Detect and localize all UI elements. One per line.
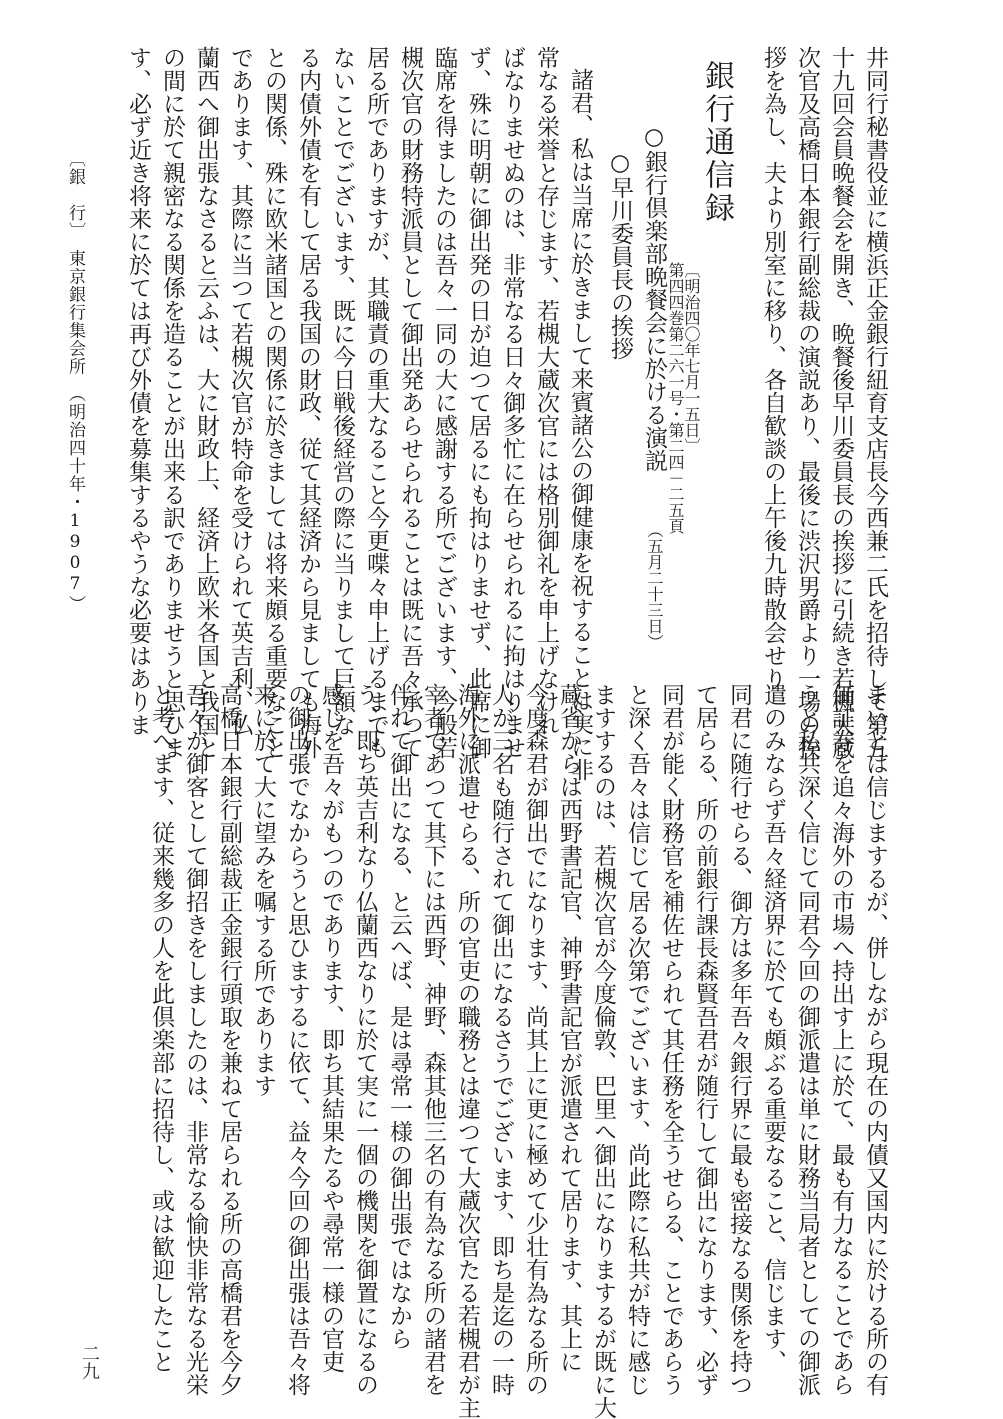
body-line-8: ないことでございます、既に今日戦後経営の際に当りまして巨額な — [329, 46, 355, 736]
lead-line-1: 井同行秘書役並に横浜正金銀行紐育支店長今西兼二氏を招待して第五 — [862, 46, 888, 759]
bottom-line-2: 価証券を追々海外の市場へ持出す上に於て、最も有力なることであら — [828, 683, 854, 1396]
body-line-12: 蘭西へ御出張なさると云ふは、大に財政上、経済上欧米各国と我国と — [193, 46, 219, 759]
running-footer: 〔銀 行〕 東京銀行集会所 （明治四十年・1907） — [65, 150, 85, 613]
body-line-4: ず、殊に明朝に御出発の日が迫つて居るにも拘はりませず、此席に御 — [465, 46, 491, 759]
bottom-line-15: 伴れて御出になる、と云へば、是は尋常一様の御出張ではなから — [386, 683, 412, 1350]
bottom-line-12: 人が三名も随行されて御出になるさうでございます、即ち是迄の一時 — [488, 683, 514, 1396]
body-line-2: 常なる栄誉と存じます、若槻大蔵次官には格別御礼を申上げなけれ — [533, 46, 559, 736]
bottom-line-11: 今度森君が御出でになります、尚其上に更に極めて少壮有為なる所の — [522, 683, 548, 1396]
subheading-speech: ○銀行倶楽部晩餐会に於ける演説 — [641, 124, 667, 472]
body-line-7: 居る所でありますが、其職責の重大なること今更喋々申上げるまでも — [363, 46, 389, 759]
bottom-line-18: の御出張でなからうと思ひまするに依て、益々今回の御出張は吾々将 — [284, 683, 310, 1396]
body-line-5: 臨席を得ましたのは吾々一同の大に感謝する所でございます、今般若 — [431, 46, 457, 759]
section-heading: 銀行通信録 — [699, 60, 734, 225]
bottom-line-21: 吾々が御客として御招きをしましたのは、非常なる愉快非常なる光栄 — [182, 683, 208, 1396]
bottom-line-3: うと私共深く信じて同君今回の御派遣は単に財務当局者としての御派 — [794, 683, 820, 1396]
bottom-line-4: 遣のみならず吾々経済界に於ても頗ぶる重要なること、信じます、 — [760, 683, 786, 1373]
bottom-line-17: 感じを吾々がもつのであります、即ち其結果たるや尋常一様の官吏 — [318, 683, 344, 1373]
body-line-1: 諸君、私は当席に於きまして来賓諸公の御健康を祝することは実に非 — [567, 68, 593, 781]
bottom-line-20: 高橋日本銀行副総裁正金銀行頭取を兼ねて居られる所の高橋君を今夕 — [216, 683, 242, 1396]
bottom-line-13: 海外に派遣せらる、所の官吏の職務とは違つて大蔵次官たる若槻君が主 — [454, 683, 480, 1419]
citation-line-2: 〔明治四〇年七月一五日〕 — [682, 262, 701, 454]
lead-line-2: 十九回会員晩餐会を開き、晩餐後早川委員長の挨拶に引続き若槻大蔵 — [828, 46, 854, 759]
citation-line-1: 第四四巻第二六一号・第二四－二五頁 — [666, 262, 685, 534]
bottom-line-8: と深く吾々は信じて居る次第でございます、尚此際に私共が特に感じ — [624, 683, 650, 1396]
lead-line-4: 拶を為し、夫より別室に移り、各自歓談の上午後九時散会せり — [760, 46, 786, 690]
body-line-9: る内債外債を有して居る我国の財政、従て其経済から見ましても海外 — [295, 46, 321, 759]
subheading-greeting: ○早川委員長の挨拶 — [607, 150, 633, 360]
bottom-line-6: て居らる、所の前銀行課長森賢吾君が随行して御出になります、必ず — [692, 683, 718, 1396]
bottom-line-1: まいとは信じまするが、併しながら現在の内債又国内に於ける所の有 — [862, 683, 888, 1396]
bottom-line-16: う、即ち英吉利なり仏蘭西なりに於て実に一個の機関を御置になるの — [352, 683, 378, 1396]
bottom-line-22: と考へます、従来幾多の人を此倶楽部に招待し、或は歓迎したこと — [148, 683, 174, 1373]
page-number: 二九 — [79, 1344, 100, 1380]
body-line-14: す、必ず近き将来に於ては再び外債を募集するやうな必要はありま — [125, 46, 151, 736]
body-line-6: 槻次官の財務特派員として御出発あらせられることは既に吾々承つて — [397, 46, 423, 759]
bottom-line-19: 来に於て大に望みを嘱する所であります — [250, 683, 276, 1097]
body-line-13: の間に於て親密なる関係を造ることが出来る訳でありませうと思ひま — [159, 46, 185, 759]
bottom-line-5: 同君に随行せらる、御方は多年吾々銀行界に最も密接なる関係を持つ — [726, 683, 752, 1396]
bottom-line-14: 宰者であつて其下には西野、神野、森其他三名の有為なる所の諸君を — [420, 683, 446, 1396]
bottom-line-10: 蔵省からは西野書記官、神野書記官が派遣されて居ります、其上に — [556, 683, 582, 1373]
body-line-10: との関係、殊に欧米諸国との関係に於きましては将来頗る重要なこと — [261, 46, 287, 759]
lead-line-3: 次官及高橋日本銀行副総裁の演説あり、最後に渋沢男爵より一場の挨 — [794, 46, 820, 759]
subheading-speech-date: （五月二十三日） — [645, 522, 664, 650]
body-line-3: ばなりませぬのは、非常なる日々御多忙に在らせられるに拘はりませ — [499, 46, 525, 759]
body-line-11: であります、其際に当つて若槻次官が特命を受けられて英吉利、仏 — [227, 46, 253, 736]
bottom-line-7: 同君が能く財務官を補佐せられて其任務を全うせらる、ことであらう — [658, 683, 684, 1396]
bottom-line-9: ますするのは、若槻次官が今度倫敦、巴里へ御出になりまするが既に大 — [590, 683, 616, 1419]
